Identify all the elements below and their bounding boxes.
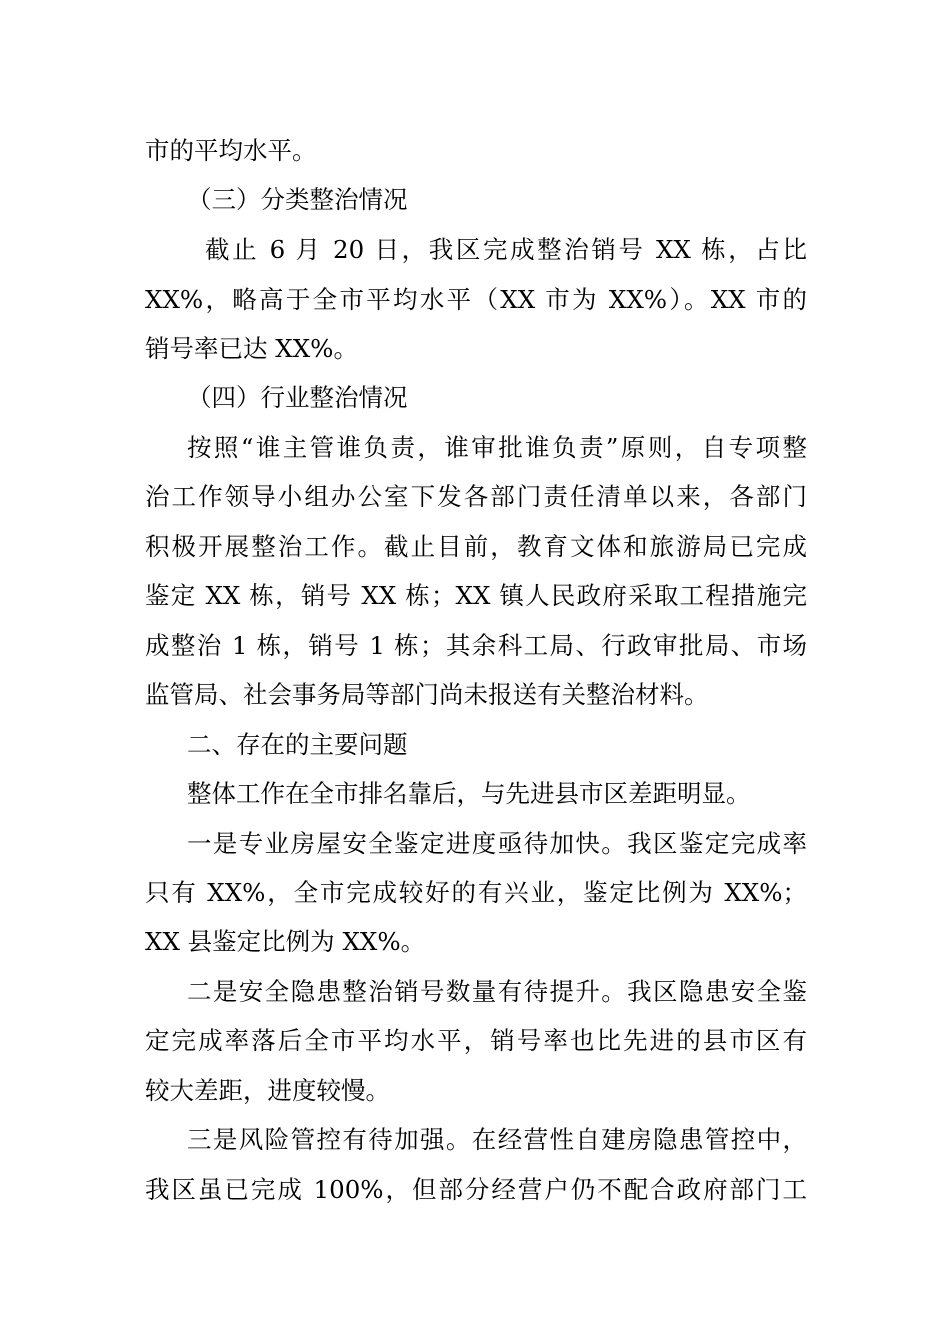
- section-heading: 二、存在的主要问题: [187, 730, 408, 759]
- text-line: 治工作领导小组办公室下发各部门责任清单以来，各部门: [145, 482, 807, 511]
- text-line: 二是安全隐患整治销号数量有待提升。我区隐患安全鉴: [187, 977, 807, 1006]
- text-line: 定完成率落后全市平均水平，销号率也比先进的县市区有: [145, 1026, 807, 1055]
- section-heading: （三）分类整治情况: [187, 185, 408, 214]
- text-line: 成整治 1 栋，销号 1 栋；其余科工局、行政审批局、市场: [145, 631, 807, 660]
- text-line: 一是专业房屋安全鉴定进度亟待加快。我区鉴定完成率: [187, 829, 807, 858]
- text-line: 监管局、社会事务局等部门尚未报送有关整治材料。: [145, 680, 709, 709]
- section-heading: （四）行业整治情况: [187, 383, 408, 412]
- text-line: 三是风险管控有待加强。在经营性自建房隐患管控中，: [187, 1125, 807, 1154]
- text-line: 积极开展整治工作。截止目前，教育文体和旅游局已完成: [145, 532, 807, 561]
- text-line: 截止 6 月 20 日，我区完成整治销号 XX 栋，占比: [205, 235, 807, 264]
- text-line: 较大差距，进度较慢。: [145, 1076, 390, 1105]
- text-line: 只有 XX%，全市完成较好的有兴业，鉴定比例为 XX%；: [145, 878, 807, 907]
- text-line: 销号率已达 XX%。: [145, 334, 358, 363]
- text-line: 整体工作在全市排名靠后，与先进县市区差距明显。: [187, 779, 751, 808]
- text-line: XX 县鉴定比例为 XX%。: [145, 927, 426, 956]
- text-line: 市的平均水平。: [145, 136, 317, 165]
- text-line: 我区虽已完成 100%，但部分经营户仍不配合政府部门工: [145, 1175, 807, 1204]
- text-line: 按照“谁主管谁负责，谁审批谁负责”原则，自专项整: [187, 433, 807, 462]
- text-line: 鉴定 XX 栋，销号 XX 栋；XX 镇人民政府采取工程措施完: [145, 581, 807, 610]
- text-line: XX%，略高于全市平均水平（XX 市为 XX%）。XX 市的: [145, 285, 807, 314]
